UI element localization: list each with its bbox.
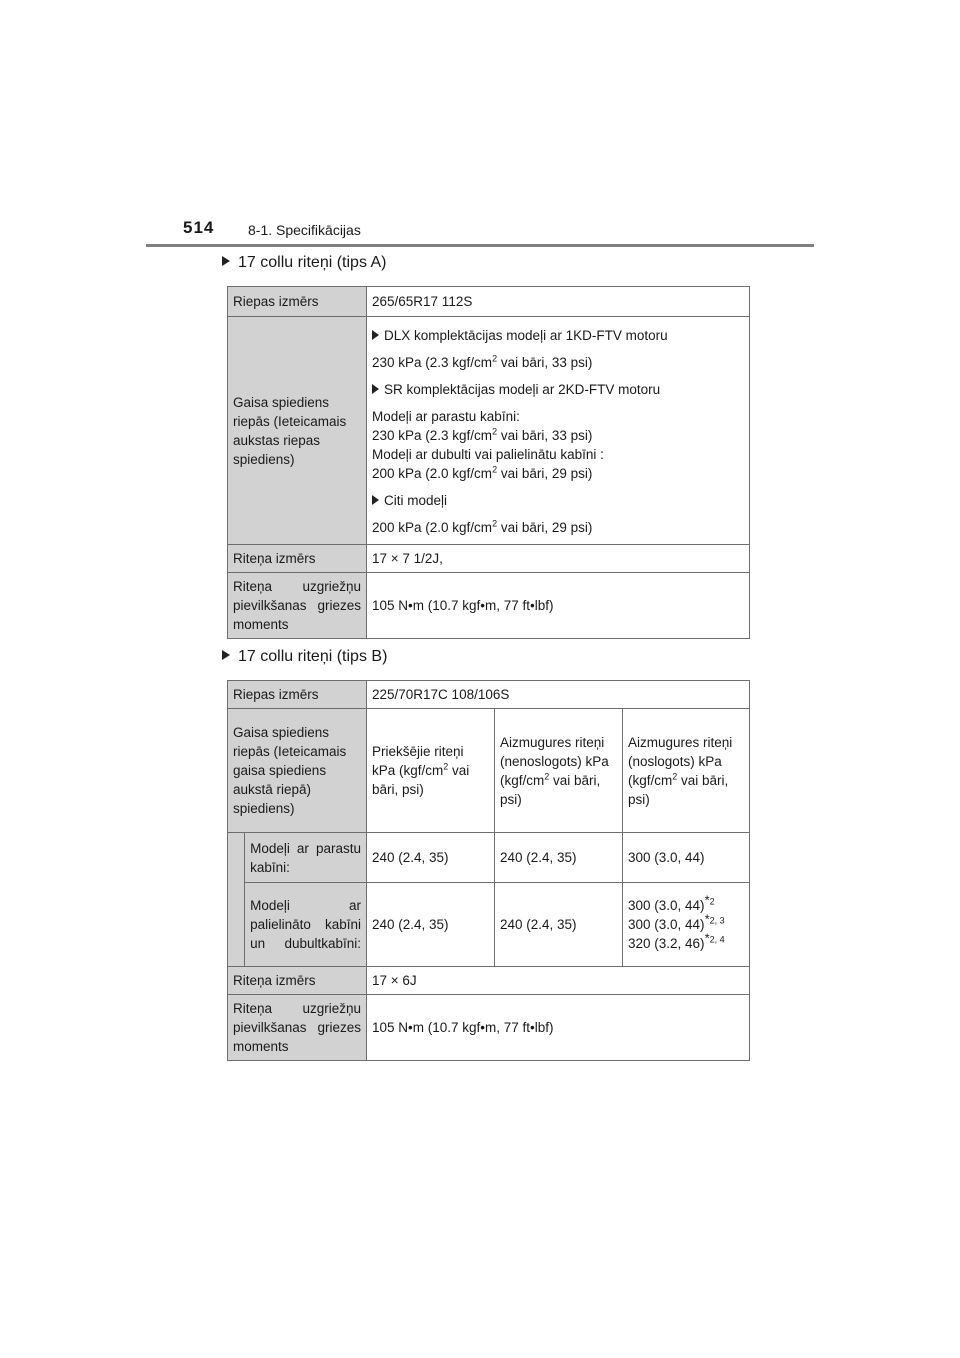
tire-size-label: Riepas izmērs (228, 287, 367, 317)
wheel-size-label: Riteņa izmērs (228, 967, 367, 995)
table-row (228, 833, 750, 883)
heading-type-b-text: 17 collu riteņi (tips B) (238, 648, 388, 665)
list-item (372, 326, 744, 345)
list-item (372, 380, 744, 399)
list-item: 200 kPa (2.0 kgf/$cm^2$ vai bāri, 29 psi) (372, 518, 593, 535)
list-item: 230 kPa (2.3 kgf/$cm^2$ vai bāri, 33 psi) (372, 426, 593, 443)
rear-unloaded-value: 240 (2.4, 35) (495, 883, 623, 967)
variant-title: SR komplektācijas modeļi ar 2KD-FTV motoru (384, 382, 661, 397)
table-row (228, 545, 750, 573)
table-row (228, 681, 750, 709)
pressure-values (367, 317, 750, 545)
arrow-right-icon (372, 384, 379, 394)
table-row (228, 287, 750, 317)
col-rear-loaded-header: Aizmugures riteņi (noslogots) kPa ($kgf/cm^2$ vai bāri, psi) (623, 709, 750, 833)
table-row (228, 967, 750, 995)
section-title: 8-1. Specifikācijas (248, 222, 361, 238)
list-item: Modeļi ar parastu kabīni: (372, 409, 520, 424)
torque-value: 105 N•m (10.7 kgf•m, 77 ft•lbf) (367, 573, 750, 639)
list-item: 300 (3.0, 44)$^{*2, 3}$ (628, 911, 725, 932)
list-item: Modeļi ar dubulti vai palielinātu kabīni : (372, 447, 604, 462)
heading-type-a (222, 254, 387, 272)
rear-loaded-value: 300 (3.0, 44) (623, 833, 750, 883)
tire-size-value: 225/70R17C 108/106S (367, 681, 750, 709)
wheel-size-label: Riteņa izmērs (228, 545, 367, 573)
rear-unloaded-value: 240 (2.4, 35) (495, 833, 623, 883)
wheel-size-value: 17 × 7 1/2J, (367, 545, 750, 573)
spec-table-type-a (227, 286, 750, 639)
table-row (228, 995, 750, 1061)
header-rule (146, 244, 814, 247)
table-row (228, 883, 750, 967)
list-item (372, 491, 744, 510)
heading-type-b (222, 648, 387, 666)
variant-title: DLX komplektācijas modeļi ar 1KD-FTV motoru (384, 328, 668, 343)
wheel-size-value: 17 × 6J (367, 967, 750, 995)
torque-label: Riteņa uzgriežņu pievilkšanas griezes moments (228, 573, 367, 639)
list-item: 230 kPa (2.3 kgf/$cm^2$ vai bāri, 33 psi) (372, 353, 593, 370)
variant-title: Citi modeļi (384, 493, 448, 508)
row-label: Modeļi ar parastu kabīni: (245, 833, 367, 883)
col-front-header: Priekšējie riteņi kPa ($kgf/cm^2$ vai bāri, psi) (367, 709, 495, 833)
arrow-right-icon (222, 650, 230, 660)
torque-label: Riteņa uzgriežņu pievilkšanas griezes moments (228, 995, 367, 1061)
table-row (228, 317, 750, 545)
arrow-right-icon (372, 330, 379, 340)
list-item: 300 (3.0, 44)$^{*2}$ (628, 892, 715, 913)
col-rear-unloaded-header: Aizmugures riteņi (nenoslogots) kPa ($kgf/cm^2$ vai bāri, psi) (495, 709, 623, 833)
front-value: 240 (2.4, 35) (367, 883, 495, 967)
row-label: Modeļi ar palielināto kabīni un dubultkabīni: (245, 883, 367, 967)
tire-size-value: 265/65R17 112S (367, 287, 750, 317)
front-value: 240 (2.4, 35) (367, 833, 495, 883)
rear-loaded-value (623, 883, 750, 967)
tire-size-label: Riepas izmērs (228, 681, 367, 709)
indent-cell (228, 833, 245, 967)
pressure-label: Gaisa spiediens riepās (Ieteicamais aukstas riepas spiediens) (228, 317, 367, 545)
table-row (228, 573, 750, 639)
torque-value: 105 N•m (10.7 kgf•m, 77 ft•lbf) (367, 995, 750, 1061)
arrow-right-icon (372, 495, 379, 505)
list-item: 200 kPa (2.0 kgf/$cm^2$ vai bāri, 29 psi) (372, 464, 593, 481)
list-item: 320 (3.2, 46)$^{*2, 4}$ (628, 930, 725, 951)
page-number: 514 (183, 218, 215, 237)
arrow-right-icon (222, 256, 230, 266)
spec-table-type-b (227, 680, 750, 1061)
pressure-label: Gaisa spiediens riepās (Ieteicamais gaisa spiediens aukstā riepā) spiediens) (228, 709, 367, 833)
heading-type-a-text: 17 collu riteņi (tips A) (238, 254, 387, 271)
table-row (228, 709, 750, 833)
